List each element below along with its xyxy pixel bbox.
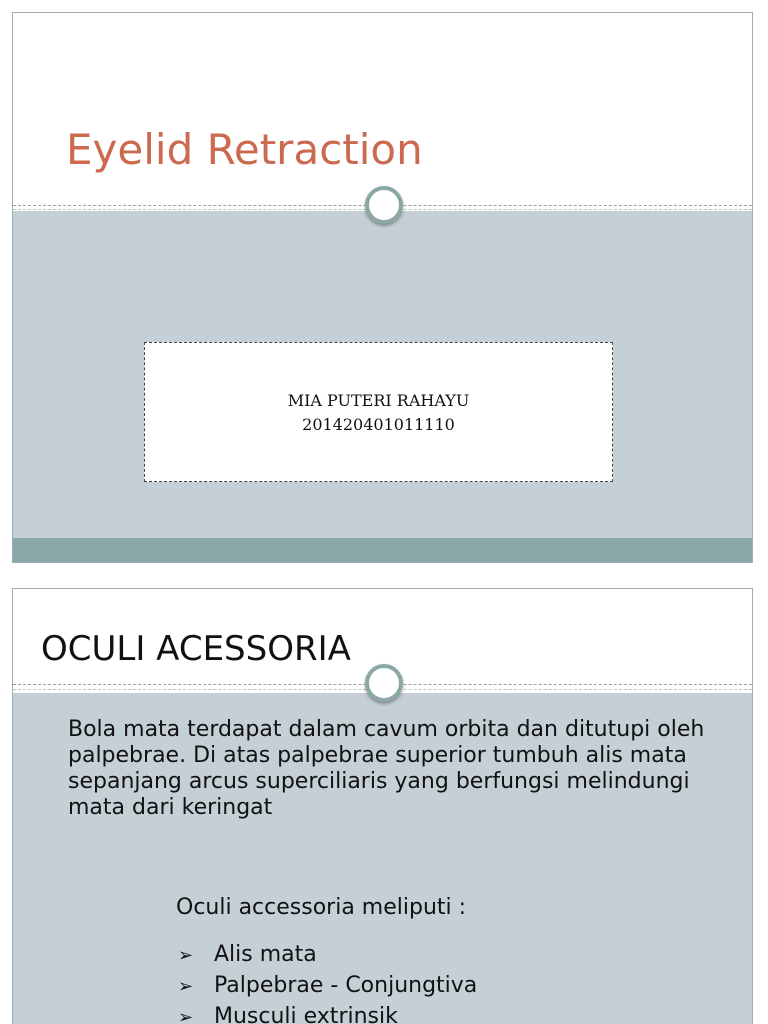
- arrow-bullet-icon: ➢: [178, 1007, 194, 1024]
- list-item: [178, 1001, 477, 1024]
- title-area: [13, 13, 752, 207]
- slide-2: [12, 588, 753, 1024]
- author-name: MIA PUTERI RAHAYU: [287, 391, 470, 410]
- body-paragraph: Bola mata terdapat dalam cavum orbita dan ditutupi oleh palpebrae. Di atas palpebrae superior tumbuh alis mata sepanjang arcus superciliaris yang berfungsi melindungi mata dari keringat: [68, 717, 705, 820]
- arrow-bullet-icon: ➢: [178, 945, 194, 966]
- slide-title: Eyelid Retraction: [66, 125, 423, 174]
- list-lead: Oculi accessoria meliputi :: [176, 895, 467, 920]
- list-item: [178, 970, 477, 1001]
- list-item-label: Alis mata: [214, 942, 317, 967]
- list-item-label: Palpebrae - Conjungtiva: [214, 973, 478, 998]
- list-item-label: Musculi extrinsik: [214, 1004, 398, 1024]
- footer-band: [13, 538, 752, 563]
- circle-ornament-icon: [365, 664, 403, 702]
- circle-ornament-icon: [365, 186, 403, 224]
- arrow-bullet-icon: ➢: [178, 976, 194, 997]
- slide-title: OCULI ACESSORIA: [41, 629, 351, 669]
- author-id: 201420401011110: [302, 415, 455, 434]
- author-box: [144, 342, 613, 482]
- list-item: [178, 939, 477, 970]
- slide-1: [12, 12, 753, 563]
- bullet-list: [178, 939, 477, 1024]
